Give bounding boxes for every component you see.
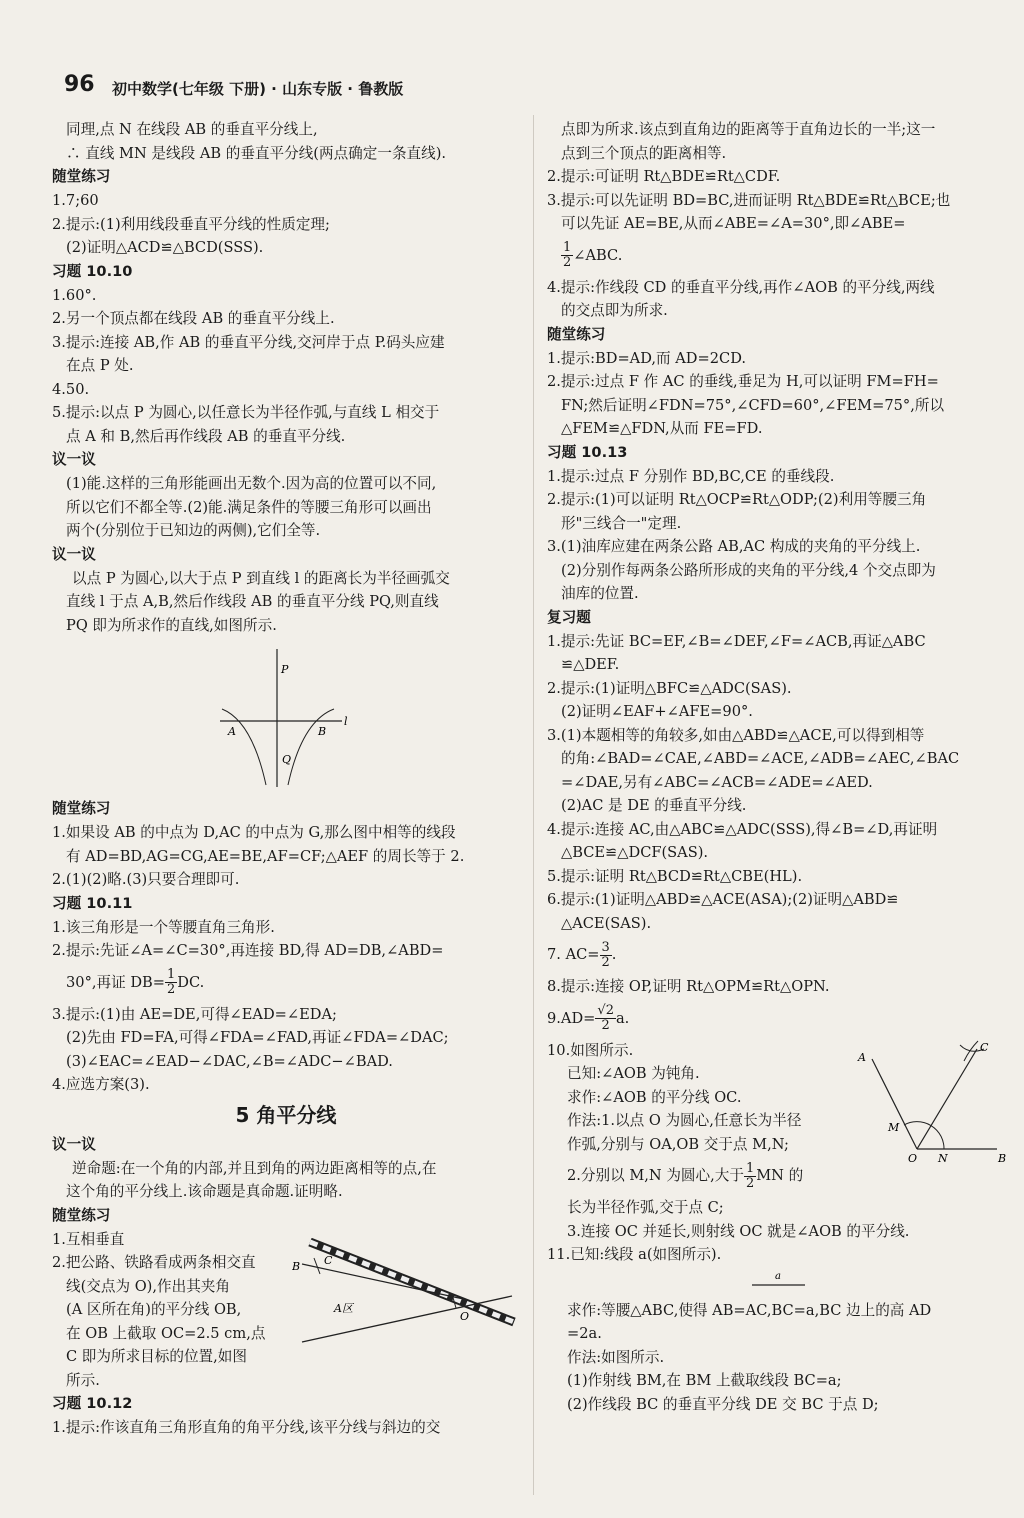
heading: 随堂练习 — [547, 325, 606, 343]
label-l: l — [344, 715, 348, 728]
text-line: 可以先证 AE=BE,从而∠ABE=∠A=30°,即∠ABE= — [561, 215, 906, 232]
heading: 随堂练习 — [52, 800, 111, 817]
fraction-numerator: 3 — [601, 939, 610, 955]
text-line: 1.提示:作该直角三角形直角的角平分线,该平分线与斜边的交 — [52, 1419, 441, 1436]
heading: 议一议 — [52, 545, 96, 563]
fraction-denominator: 2 — [601, 1018, 610, 1033]
text-line: 点即为所求.该点到直角边的距离等于直角边长的一半;这一 — [561, 121, 936, 138]
section-title: 5 角平分线 — [235, 1102, 337, 1127]
text-line: 3.提示:(1)由 AE=DE,可得∠EAD=∠EDA; — [52, 1005, 337, 1023]
book-title: 初中数学(七年级 下册) · 山东专版 · 鲁教版 — [112, 80, 404, 98]
fraction-denominator: 2 — [745, 1175, 755, 1191]
text-line: 这个角的平分线上.该命题是真命题.证明略. — [66, 1183, 343, 1200]
heading: 复习题 — [547, 608, 591, 626]
fraction-denominator: 2 — [563, 255, 572, 270]
text-line: PQ 即为所求作的直线,如图所示. — [66, 616, 277, 634]
text-line: (2)证明∠EAF+∠AFE=90°. — [561, 703, 753, 720]
label-a: A — [228, 725, 236, 738]
text-line: 5.提示:证明 Rt△BCD≌Rt△CBE(HL). — [547, 867, 803, 885]
left-column — [52, 118, 520, 1440]
text-line: 在 OB 上截取 OC=2.5 cm,点 — [66, 1324, 266, 1342]
label-n: N — [938, 1151, 948, 1164]
text-line — [52, 963, 520, 1003]
text-line: (2)作线段 BC 的垂直平分线 DE 交 BC 于点 D; — [567, 1395, 879, 1413]
text-fragment: 30°,再证 DB= — [66, 973, 165, 991]
text-line: 作法:如图所示. — [567, 1348, 665, 1366]
text-line: 4.提示:作线段 CD 的垂直平分线,再作∠AOB 的平分线,两线 — [547, 278, 935, 296]
text-line: (1)作射线 BM,在 BM 上截取线段 BC=a; — [567, 1372, 842, 1389]
text-line: 以点 P 为圆心,以大于点 P 到直线 l 的距离长为半径画弧交 — [72, 569, 450, 587]
text-line: 4.应选方案(3). — [52, 1076, 150, 1093]
text-line: 10.如图所示. — [547, 1041, 634, 1059]
text-line: 1.提示:先证 BC=EF,∠B=∠DEF,∠F=∠ACB,再证△ABC — [547, 632, 926, 650]
label-o: O — [460, 1309, 470, 1323]
text-fragment: 7. AC= — [547, 946, 600, 963]
text-line: ≌△DEF. — [561, 656, 620, 673]
text-line: (2)证明△ACD≌△BCD(SSS). — [66, 239, 264, 256]
text-fragment: DC. — [177, 973, 205, 991]
text-line: 2.提示:(1)可以证明 Rt△OCP≌Rt△ODP;(2)利用等腰三角 — [547, 491, 927, 508]
road-railway-diagram — [292, 1238, 517, 1348]
label-c: C — [980, 1040, 989, 1054]
text-line: 5.提示:以点 P 为圆心,以任意长为半径作弧,与直线 L 相交于 — [52, 404, 440, 421]
text-line: 同理,点 N 在线段 AB 的垂直平分线上, — [66, 121, 318, 138]
text-line: 求作:∠AOB 的平分线 OC. — [567, 1088, 742, 1106]
segment-a-diagram — [547, 1267, 1015, 1299]
ray-oa — [872, 1059, 917, 1149]
text-line: 点 A 和 B,然后再作线段 AB 的垂直平分线. — [66, 427, 346, 445]
text-line: 求作:等腰△ABC,使得 AB=AC,BC=a,BC 边上的高 AD — [567, 1301, 932, 1319]
text-fragment: 9.AD= — [547, 1009, 596, 1027]
text-line: 1.互相垂直 — [52, 1230, 125, 1248]
text-line: 6.提示:(1)证明△ABD≌△ACE(ASA);(2)证明△ABD≌ — [547, 891, 899, 908]
label-a: a — [775, 1270, 781, 1282]
text-line: (2)先由 FD=FA,可得∠FDA=∠FAD,再证∠FDA=∠DAC; — [66, 1029, 449, 1046]
label-o: O — [908, 1151, 918, 1164]
heading: 随堂练习 — [52, 1206, 111, 1224]
text-line: 作法:1.以点 O 为圆心,任意长为半径 — [567, 1112, 802, 1129]
text-line: ∴ 直线 MN 是线段 AB 的垂直平分线(两点确定一条直线). — [66, 144, 447, 162]
text-line: 2.提示:可证明 Rt△BDE≌Rt△CDF. — [547, 168, 781, 185]
text-fragment: . — [611, 946, 617, 963]
text-line: 有 AD=BD,AG=CG,AE=BE,AF=CF;△AEF 的周长等于 2. — [66, 847, 465, 865]
heading: 习题 10.10 — [52, 262, 133, 280]
text-line — [547, 236, 1015, 276]
text-line: △FEM≌△FDN,从而 FE=FD. — [561, 420, 763, 437]
label-b: B — [292, 1259, 301, 1273]
label-p: P — [281, 663, 289, 676]
fraction — [744, 1162, 756, 1191]
text-line: 2.提示:(1)利用线段垂直平分线的性质定理; — [52, 215, 330, 233]
text-line: (A 区所在角)的平分线 OB, — [66, 1301, 242, 1318]
text-line: 直线 l 于点 A,B,然后作线段 AB 的垂直平分线 PQ,则直线 — [66, 593, 439, 610]
text-line: (3)∠EAC=∠EAD−∠DAC,∠B=∠ADC−∠BAD. — [66, 1052, 393, 1070]
text-line: 3.(1)本题相等的角较多,如由△ABD≌△ACE,可以得到相等 — [547, 726, 925, 744]
fraction-denominator: 2 — [167, 982, 176, 997]
text-line: 点到三个顶点的距离相等. — [561, 144, 727, 162]
text-fragment: a. — [615, 1009, 630, 1027]
text-line: 1.如果设 AB 的中点为 D,AC 的中点为 G,那么图中相等的线段 — [52, 824, 456, 841]
heading: 习题 10.13 — [547, 443, 628, 461]
text-line: 2.另一个顶点都在线段 AB 的垂直平分线上. — [52, 310, 335, 327]
fraction-numerator: 1 — [563, 240, 572, 255]
angle-bisector-diagram — [852, 1039, 1012, 1164]
text-line: 1.7;60 — [52, 192, 99, 209]
fraction — [165, 968, 177, 997]
label-c: C — [324, 1253, 333, 1267]
text-line: 3.(1)油库应建在两条公路 AB,AC 构成的夹角的平分线上. — [547, 538, 921, 555]
text-line: (2)AC 是 DE 的垂直平分线. — [561, 797, 747, 814]
text-line: 2.(1)(2)略.(3)只要合理即可. — [52, 871, 240, 888]
label-area: A区 — [334, 1301, 353, 1315]
text-line: △ACE(SAS). — [561, 914, 652, 932]
text-fragment: MN 的 — [756, 1167, 804, 1184]
text-line: =2a. — [567, 1325, 602, 1342]
construction-block — [547, 1039, 1015, 1244]
heading: 习题 10.11 — [52, 894, 133, 912]
fraction-numerator: √2 — [597, 1003, 614, 1018]
figure-perpendicular-bisector — [52, 637, 520, 797]
text-line: 所以它们不都全等.(2)能.满足条件的等腰三角形可以画出 — [66, 498, 432, 516]
text-line: 两个(分别位于已知边的两侧),它们全等. — [66, 522, 321, 539]
text-line: 2.提示:先证∠A=∠C=30°,再连接 BD,得 AD=DB,∠ABD= — [52, 942, 444, 959]
column-divider — [533, 115, 534, 1495]
text-line: (1)能.这样的三角形能画出无数个.因为高的位置可以不同, — [66, 475, 437, 492]
text-line: 3.连接 OC 并延长,则射线 OC 就是∠AOB 的平分线. — [567, 1222, 910, 1240]
text-line: 4.提示:连接 AC,由△ABC≌△ADC(SSS),得∠B=∠D,再证明 — [547, 820, 938, 838]
practice-block — [52, 1228, 520, 1393]
text-line: C 即为所求目标的位置,如图 — [66, 1348, 247, 1365]
text-line: 3.提示:连接 AB,作 AB 的垂直平分线,交河岸于点 P.码头应建 — [52, 333, 445, 351]
label-a: A — [858, 1050, 866, 1064]
label-b: B — [998, 1151, 1007, 1164]
text-line: 所示. — [66, 1371, 100, 1389]
fraction — [595, 1004, 616, 1033]
heading: 议一议 — [52, 1135, 96, 1153]
text-line: △BCE≌△DCF(SAS). — [561, 844, 709, 861]
page-number: 96 — [64, 72, 95, 97]
label-q: Q — [282, 753, 292, 766]
fraction — [600, 941, 612, 970]
text-line — [547, 935, 1015, 975]
text-line: 线(交点为 O),作出其夹角 — [66, 1277, 230, 1295]
text-line: 1.60°. — [52, 286, 97, 304]
text-line: 的角:∠BAD=∠CAE,∠ABD=∠ACE,∠ADB=∠AEC,∠BAC — [561, 750, 960, 767]
text-fragment: 2.分别以 M,N 为圆心,大于 — [567, 1167, 744, 1184]
text-line: 4.50. — [52, 380, 90, 398]
label-b: B — [318, 725, 327, 738]
text-line: (2)分别作每两条公路所形成的夹角的平分线,4 个交点即为 — [561, 561, 936, 579]
text-line: 作弧,分别与 OA,OB 交于点 M,N; — [567, 1135, 789, 1153]
text-line: 1.提示:过点 F 分别作 BD,BC,CE 的垂线段. — [547, 467, 835, 485]
text-line: 1.提示:BD=AD,而 AD=2CD. — [547, 349, 747, 367]
text-line: 在点 P 处. — [66, 357, 134, 374]
text-line: 1.该三角形是一个等腰直角三角形. — [52, 918, 275, 936]
text-fragment: ∠ABC. — [573, 246, 623, 264]
text-line: 2.提示:(1)证明△BFC≌△ADC(SAS). — [547, 679, 792, 697]
right-column — [547, 118, 1015, 1416]
text-line: =∠DAE,另有∠ABC=∠ACB=∠ADE=∠AED. — [561, 773, 873, 791]
text-line: 8.提示:连接 OP,证明 Rt△OPM≌Rt△OPN. — [547, 978, 830, 995]
heading: 习题 10.12 — [52, 1395, 133, 1412]
label-m: M — [888, 1120, 900, 1134]
ray-oc — [917, 1049, 977, 1149]
text-line: 2.提示:过点 F 作 AC 的垂线,垂足为 H,可以证明 FM=FH= — [547, 373, 939, 390]
fraction-denominator: 2 — [601, 954, 610, 970]
text-line — [547, 999, 1015, 1039]
text-line: 11.已知:线段 a(如图所示). — [547, 1246, 722, 1263]
text-line: FN;然后证明∠FDN=75°,∠CFD=60°,∠FEM=75°,所以 — [561, 396, 945, 414]
text-line: 已知:∠AOB 为钝角. — [567, 1065, 700, 1082]
perpendicular-bisector-diagram — [52, 637, 520, 797]
heading: 随堂练习 — [52, 168, 111, 185]
heading: 议一议 — [52, 451, 96, 468]
tick-mark — [314, 1258, 320, 1274]
figure-segment-a — [547, 1267, 1015, 1299]
text-line: 2.把公路、铁路看成两条相交直 — [52, 1254, 256, 1271]
fraction-numerator: 1 — [745, 1160, 755, 1176]
text-line: 形"三线合一"定理. — [561, 514, 682, 532]
text-line: 3.提示:可以先证明 BD=BC,进而证明 Rt△BDE≌Rt△BCE;也 — [547, 191, 951, 209]
text-line: 的交点即为所求. — [561, 302, 668, 319]
text-line: 长为半径作弧,交于点 C; — [567, 1199, 724, 1216]
fraction — [561, 241, 573, 270]
text-line: 逆命题:在一个角的内部,并且到角的两边距离相等的点,在 — [72, 1159, 437, 1177]
fraction-numerator: 1 — [167, 967, 176, 982]
text-line: 油库的位置. — [561, 585, 639, 602]
